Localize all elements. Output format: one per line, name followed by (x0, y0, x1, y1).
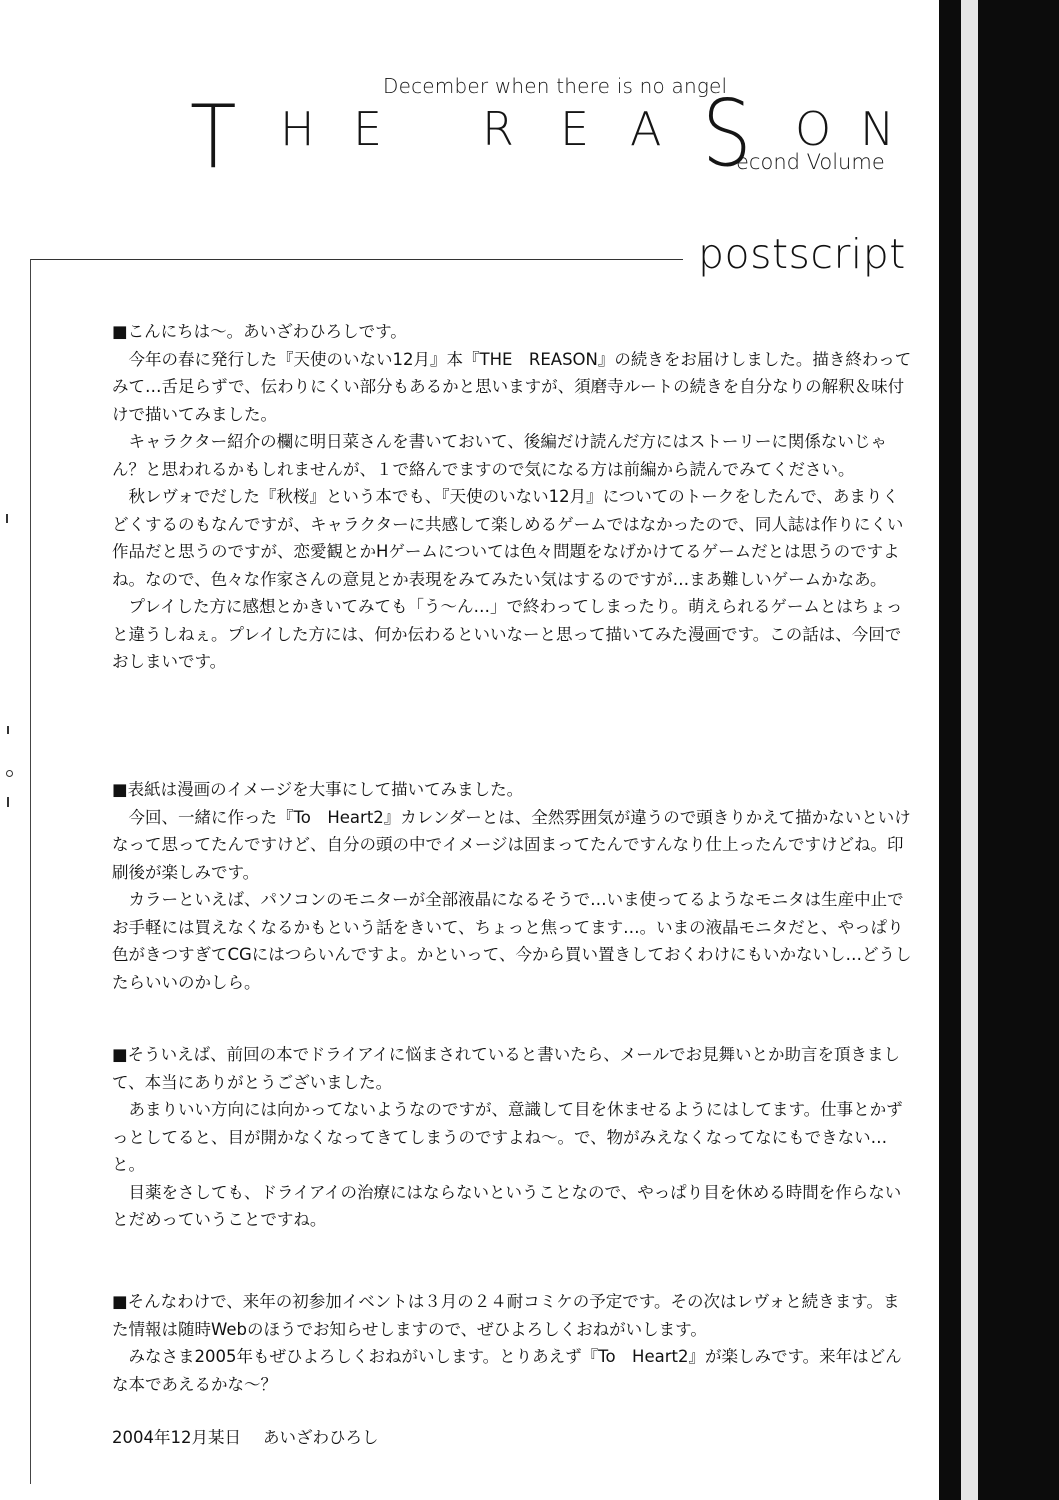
title-letter: A (630, 102, 662, 156)
page-edge-dark-bar (978, 0, 1059, 1500)
title-letter: T (190, 85, 237, 189)
paragraph: あまりいい方向には向かってないようなのですが、意識して目を休ませるようにはしてます。仕事とかずっとしてると、目が開かなくなってきてしまうのですよね〜。で、物がみえなくなってなにもできない…と。 (112, 1100, 903, 1174)
paragraph: ■表紙は漫画のイメージを大事にして描いてみました。 (112, 780, 524, 799)
paragraph: ■こんにちは〜。あいざわひろしです。 (112, 322, 407, 341)
paragraph: ■そんなわけで、来年の初参加イベントは３月の２４耐コミケの予定です。その次はレヴォと続きます。また情報は随時Webのほうでお知らせしますので、ぜひよろしくおねがいします。 (112, 1292, 900, 1339)
scan-mark (7, 726, 9, 734)
scan-mark (6, 514, 8, 523)
title-letter: O (795, 102, 832, 156)
postscript-section (112, 1041, 912, 1234)
scan-mark (6, 770, 13, 777)
volume-label: econd Volume (736, 150, 885, 174)
title-letter: E (560, 102, 590, 156)
section-heading: postscript (698, 230, 906, 278)
frame-rule-left (30, 259, 31, 1484)
postscript-section (112, 318, 912, 676)
paragraph: みなさま2005年もぜひよろしくおねがいします。とりあえず『To Heart2』が楽しみです。来年はどんな本であえるかな〜？ (112, 1347, 902, 1394)
page-edge-dark-bar (939, 0, 961, 1500)
title-letter: H (280, 102, 315, 156)
title-letter: S (702, 80, 752, 187)
paragraph: キャラクター紹介の欄に明日菜さんを書いておいて、後編だけ読んだ方にはストーリーに関係ないじゃん？と思われるかもしれませんが、１で絡んでますので気になる方は前編から読んでみてください。 (112, 432, 887, 479)
paragraph: プレイした方に感想とかきいてみても「う〜ん…」で終わってしまったり。萌えられるゲームとはちょっと違うしねぇ。プレイした方には、何か伝わるといいなーと思って描いてみた漫画です。この話は、今回でおしまいです。 (112, 597, 903, 671)
paragraph: 秋レヴォでだした『秋桜』という本でも、『天使のいない12月』についてのトークをしたんで、あまりくどくするのもなんですが、キャラクターに共感して楽しめるゲームではなかったので、同人誌は作りにくい作品だと思うのですが、恋愛観とかHゲームについては色々問題をなげかけてるゲームだとは思うのですよね。なので、色々な作家さんの意見とか表現をみてみたい気はするのですが…まあ難しいゲームかなあ。 (112, 487, 904, 589)
paragraph: 今年の春に発行した『天使のいない12月』本『THE REASON』の続きをお届けしました。描き終わってみて…舌足らずで、伝わりにくい部分もあるかと思いますが、須磨寺ルートの続きを自分なりの解釈＆味付けで描いてみました。 (112, 349, 912, 424)
frame-rule-top (30, 259, 683, 260)
title-letter: N (860, 102, 895, 156)
title-letter: E (353, 102, 383, 156)
paragraph: 目薬をさしても、ドライアイの治療にはならないということなので、やっぱり目を休める時間を作らないとだめっていうことですね。 (112, 1182, 902, 1229)
scan-mark (7, 797, 9, 807)
signature-date: 2004年12月某日 (112, 1428, 241, 1447)
header-subtitle: December when there is no angel (383, 74, 728, 98)
paragraph: ■そういえば、前回の本でドライアイに悩まされていると書いたら、メールでお見舞いとか助言を頂きまして、本当にありがとうございました。 (112, 1045, 900, 1092)
signature-author: あいざわひろし (263, 1428, 379, 1447)
paragraph: 今回、一緒に作った『To Heart2』カレンダーとは、全然雰囲気が違うので頭きりかえて描かないといけなって思ってたんですけど、自分の頭の中でイメージは固まってたんですんなり仕上ったんですけどね。印刷後が楽しみです。 (112, 807, 911, 882)
postscript-section (112, 776, 912, 996)
signature (112, 1424, 912, 1452)
postscript-section (112, 1288, 912, 1398)
page-edge-gap (961, 0, 978, 1500)
title-letter: R (482, 102, 514, 156)
paragraph: カラーといえば、パソコンのモニターが全部液晶になるそうで…いま使ってるようなモニタは生産中止でお手軽には買えなくなるかもという話をきいて、ちょっと焦ってます…。いまの液晶モニタだと、やっぱり色がきつすぎてCGにはつらいんですよ。かといって、今から買い置きしておくわけにもいかないし…どうしたらいいのかしら。 (112, 890, 912, 992)
